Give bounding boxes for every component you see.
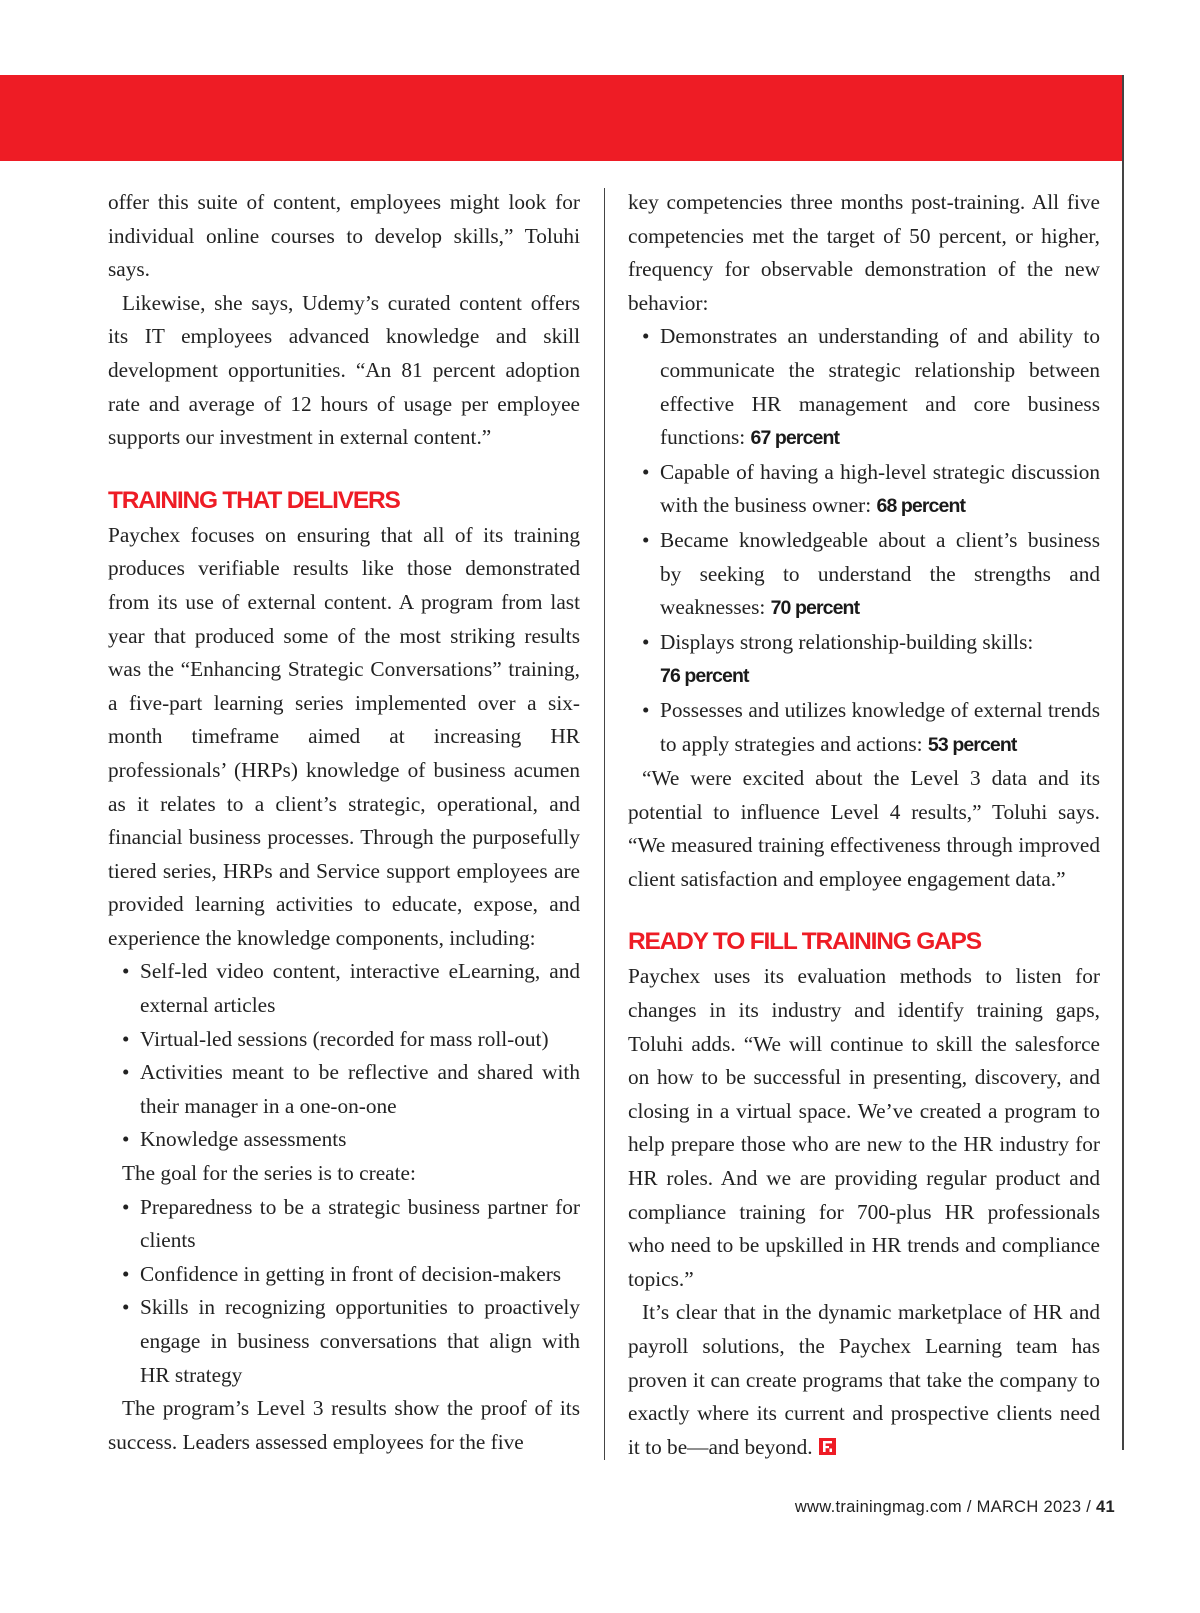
competency-text: Became knowledgeable about a client’s business by seeking to understand the strengths and weaknesses:: [660, 527, 1100, 620]
list-item: • Skills in recognizing opportunities to proactively engage in business conversations that align with HR strategy: [108, 1291, 580, 1392]
paragraph: The program’s Level 3 results show the proof of its success. Leaders assessed employees for the five: [108, 1396, 580, 1454]
competency-text: Possesses and utilizes knowledge of external trends to apply strategies and actions:: [660, 697, 1100, 756]
paragraph: Likewise, she says, Udemy’s curated content offers its IT employees advanced knowledge and skill development opportunities. “An 81 percent adoption rate and average of 12 hours of usage per employee supports our investment in external content.”: [108, 290, 580, 450]
footer-separator: /: [961, 1498, 977, 1516]
paragraph: “We were excited about the Level 3 data and its potential to influence Level 4 results,” Toluhi says. “We measured training effectiveness through improved client satisfaction and employee engagement data.”: [628, 766, 1100, 891]
list-item: [628, 320, 1100, 455]
right-column: [628, 186, 1100, 1464]
list-item: • Activities meant to be reflective and shared with their manager in a one-on-one: [108, 1056, 580, 1123]
competency-stat: 68 percent: [876, 495, 966, 518]
list-item: [628, 694, 1100, 762]
paragraph: offer this suite of content, employees might look for individual online courses to develop skills,” Toluhi says.: [108, 190, 580, 282]
components-list: [108, 955, 580, 1157]
list-item: • Confidence in getting in front of decision-makers: [108, 1258, 580, 1292]
list-item: [628, 456, 1100, 524]
left-column: [108, 186, 580, 1459]
page-footer: [795, 1498, 1115, 1517]
footer-separator: /: [1081, 1498, 1097, 1516]
competency-stat: 70 percent: [770, 597, 860, 620]
competency-stat: 76 percent: [660, 665, 749, 688]
paragraph: Paychex uses its evaluation methods to listen for changes in its industry and identify training gaps, Toluhi adds. “We will continue to skill the salesforce on how to be successful in presenting, discovery, and closing in a virtual space. We’ve created a program to help prepare those who are new to the HR industry for HR roles. And we are providing regular product and compliance training for 700-plus HR professionals who need to be upskilled in HR trends and compliance topics.”: [628, 964, 1100, 1291]
section-heading-ready-to-fill-training-gaps: READY TO FILL TRAINING GAPS: [628, 928, 981, 956]
training-logo-end-icon: [819, 1438, 836, 1455]
list-item: [628, 626, 1100, 694]
page-edge-rule: [1122, 75, 1124, 1450]
competency-text: Capable of having a high-level strategic discussion with the business owner:: [660, 459, 1100, 518]
section-heading-training-that-delivers: TRAINING THAT DELIVERS: [108, 486, 400, 514]
competencies-list: [628, 320, 1100, 762]
header-red-band: [0, 75, 1123, 161]
paragraph: key competencies three months post-training. All five competencies met the target of 50 percent, or higher, frequency for observable demonstration of the new behavior:: [628, 190, 1100, 315]
competency-stat: 67 percent: [750, 427, 840, 450]
list-item: • Self-led video content, interactive eLearning, and external articles: [108, 955, 580, 1022]
column-divider: [604, 188, 605, 1460]
closing-text: It’s clear that in the dynamic marketplace of HR and payroll solutions, the Paychex Learning team has proven it can create programs that take the company to exactly where its current and prospective clients need it to be—and beyond.: [628, 1300, 1100, 1459]
competency-text: Displays strong relationship-building skills:: [660, 629, 1034, 654]
goals-list: [108, 1191, 580, 1393]
list-item: • Preparedness to be a strategic business partner for clients: [108, 1191, 580, 1258]
footer-issue: MARCH 2023: [976, 1498, 1082, 1516]
footer-site-url: www.trainingmag.com: [794, 1498, 962, 1516]
list-item: • Virtual-led sessions (recorded for mass roll-out): [108, 1023, 580, 1057]
list-item: • Knowledge assessments: [108, 1123, 580, 1157]
paragraph: Paychex focuses on ensuring that all of its training produces verifiable results like those demonstrated from its use of external content. A program from last year that produced some of the most striking results was the “Enhancing Strategic Conversations” training, a five-part learning series implemented over a six-month timeframe aimed at increasing HR professionals’ (HRPs) knowledge of business acumen as it relates to a client’s strategic, operational, and financial business processes. Through the purposefully tiered series, HRPs and Service support employees are provided learning activities to educate, expose, and experience the knowledge components, including:: [108, 522, 580, 950]
competency-stat: 53 percent: [927, 733, 1017, 756]
closing-paragraph: [628, 1296, 1100, 1464]
list-item: [628, 524, 1100, 626]
competency-text: Demonstrates an understanding of and ability to communicate the strategic relationship between effective HR management and core business functions:: [660, 324, 1100, 450]
paragraph: The goal for the series is to create:: [122, 1161, 416, 1186]
page-number: 41: [1096, 1498, 1115, 1516]
